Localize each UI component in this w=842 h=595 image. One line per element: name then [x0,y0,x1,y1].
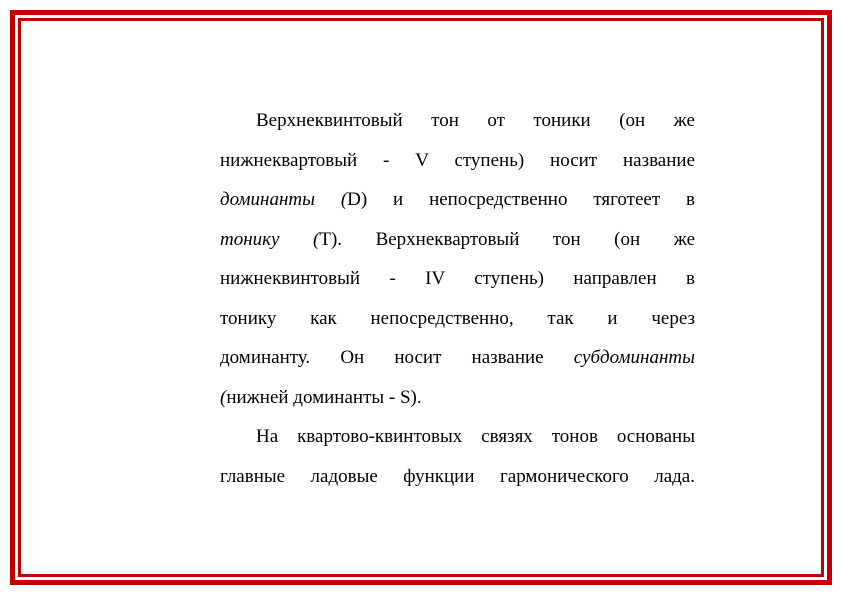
text-line [220,417,695,457]
text-line [220,338,695,378]
term-tonic: тонику ( [220,228,320,250]
text-run: доминанту. Он носит название [220,347,574,368]
text-line [220,220,695,260]
term-dominant: доминанты ( [220,189,348,210]
term-subdominant: субдоминанты [573,347,695,368]
text-line [220,378,695,418]
text-run: нижней доминанты - S). [226,386,422,408]
text-run: D) и непосредственно тяготеет в [347,189,695,210]
paragraph-harmonic-functions [220,417,695,496]
slide-text-block [220,101,695,496]
text-line [220,457,695,497]
text-run-italic: ( [220,386,227,408]
text-run: главные ладовые функции гармонического лада. [220,465,695,487]
text-line [220,141,695,181]
text-run: Верхнеквинтовый тон от тоники (он же [256,110,695,131]
text-run: T). Верхнеквартовый тон (он же [319,228,696,250]
text-run: тонику как непосредственно, так и через [220,307,695,329]
text-line [220,299,695,339]
text-line [220,180,695,220]
text-line [220,101,695,141]
text-run: нижнеквинтовый - IV ступень) направлен в [220,268,695,289]
text-run: нижнеквартовый - V ступень) носит название [220,149,695,171]
text-run: На квартово-квинтовых связях тонов основаны [256,426,695,447]
paragraph-dominant-subdominant [220,101,695,417]
text-line [220,259,695,299]
